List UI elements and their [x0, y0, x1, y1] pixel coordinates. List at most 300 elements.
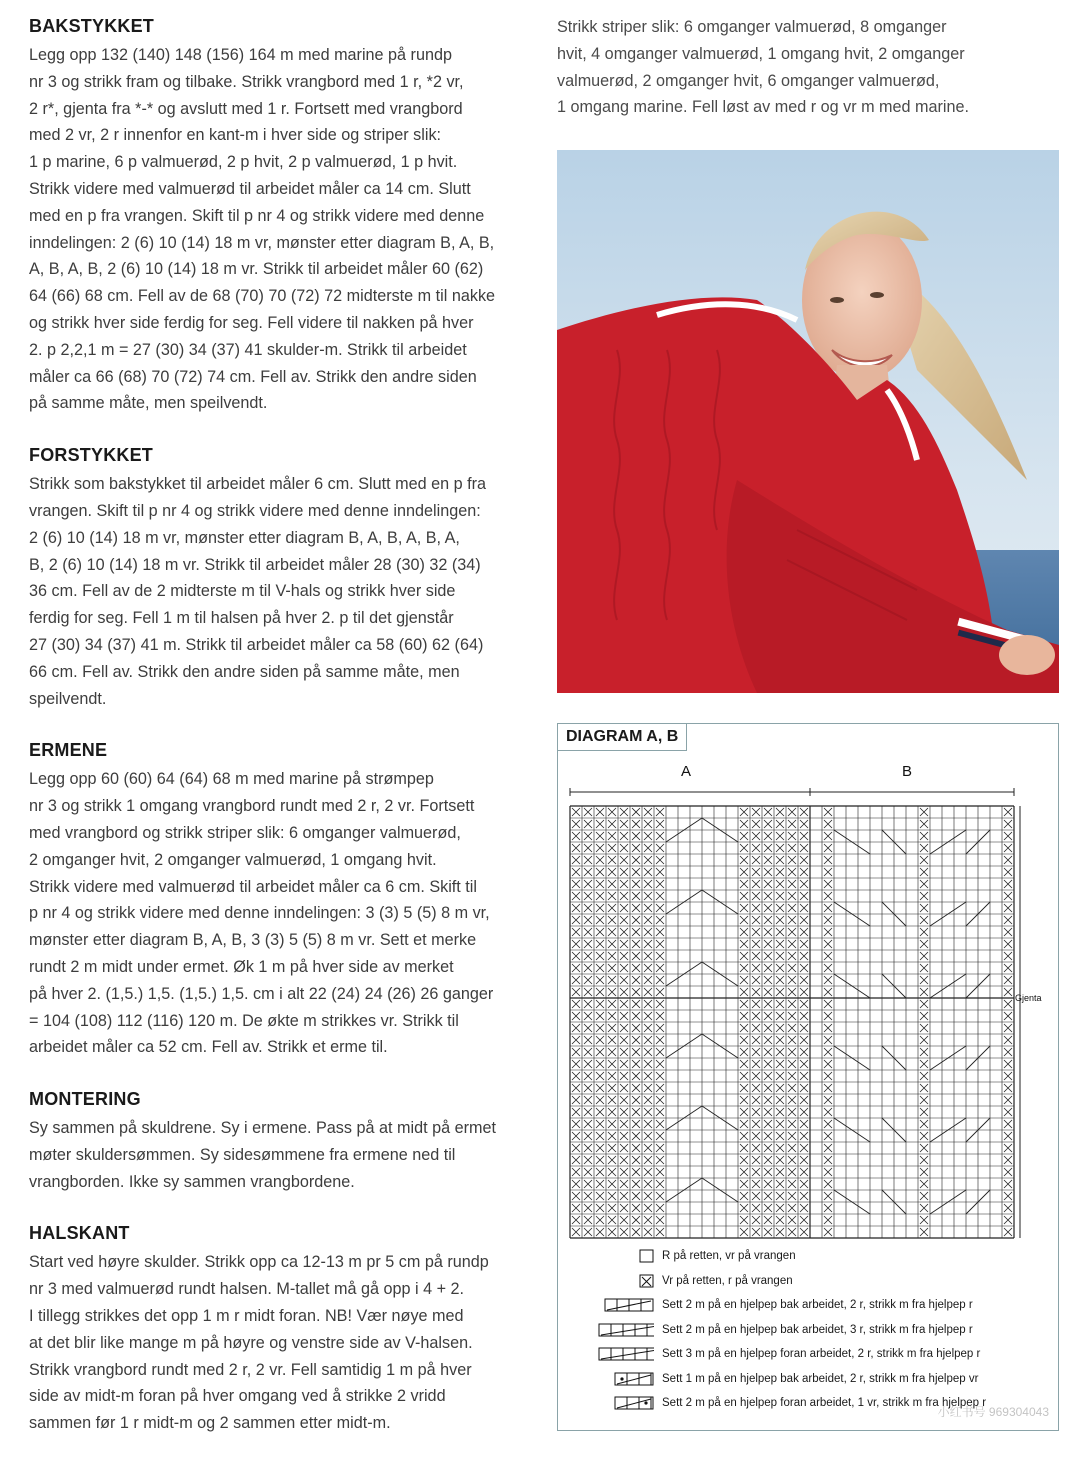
purl-cell [1004, 1180, 1012, 1188]
purl-cell [632, 1156, 640, 1164]
purl-cell [824, 916, 832, 924]
purl-cell [920, 868, 928, 876]
purl-cell [776, 940, 784, 948]
section-body [29, 42, 534, 417]
text-line: 2 omganger hvit, 2 omganger valmuerød, 1 omgang hvit. [29, 850, 437, 869]
purl-cell [824, 844, 832, 852]
purl-cell [764, 964, 772, 972]
purl-cell [572, 1012, 580, 1020]
purl-cell [656, 1132, 664, 1140]
purl-cell [788, 880, 796, 888]
purl-cell [608, 844, 616, 852]
chart-grid [570, 788, 1020, 1238]
purl-cell [656, 892, 664, 900]
purl-cell [788, 1024, 796, 1032]
purl-cell [776, 1204, 784, 1212]
purl-cell [764, 1132, 772, 1140]
purl-cell [800, 1048, 808, 1056]
purl-cell [920, 880, 928, 888]
purl-cell [596, 1096, 604, 1104]
purl-cell [920, 1048, 928, 1056]
model-photo [557, 150, 1059, 693]
purl-cell [824, 1144, 832, 1152]
purl-cell [632, 1000, 640, 1008]
purl-cell [788, 952, 796, 960]
text-line: vrangen. Skift til p nr 4 og strikk videre med denne inndelingen: [29, 501, 481, 520]
purl-cell [584, 880, 592, 888]
purl-cell [788, 1060, 796, 1068]
purl-cell [824, 928, 832, 936]
purl-cell [656, 1084, 664, 1092]
section-montering [29, 1087, 534, 1195]
purl-cell [824, 1084, 832, 1092]
purl-cell [656, 844, 664, 852]
purl-cell [632, 904, 640, 912]
purl-cell [596, 1192, 604, 1200]
purl-cell [800, 1000, 808, 1008]
purl-cell [608, 1084, 616, 1092]
purl-cell [776, 964, 784, 972]
purl-cell [800, 952, 808, 960]
purl-cell [620, 1192, 628, 1200]
purl-cell [776, 820, 784, 828]
purl-cell [656, 1096, 664, 1104]
purl-cell [584, 964, 592, 972]
purl-cell [644, 1168, 652, 1176]
purl-cell [620, 1132, 628, 1140]
purl-cell [656, 808, 664, 816]
text-line: hvit, 4 omganger valmuerød, 1 omgang hvit, 2 omganger [557, 44, 965, 63]
text-line: 2. p 2,2,1 m = 27 (30) 34 (37) 41 skulder-m. Strikk til arbeidet [29, 340, 467, 359]
purl-cell [644, 964, 652, 972]
purl-cell [584, 1204, 592, 1212]
text-line: på samme måte, men speilvendt. [29, 394, 268, 413]
purl-cell [584, 1168, 592, 1176]
purl-cell [800, 868, 808, 876]
purl-cell [572, 1228, 580, 1236]
purl-cell [608, 1120, 616, 1128]
purl-cell [644, 844, 652, 852]
purl-cell [920, 1012, 928, 1020]
legend-text: Sett 3 m på en hjelpep foran arbeidet, 2 r, strikk m fra hjelpep r [662, 1348, 981, 1361]
text-line: på hver 2. (1,5.) 1,5. (1,5.) 1,5. cm i alt 22 (24) 24 (26) 26 ganger [29, 984, 494, 1003]
purl-cell [644, 916, 652, 924]
purl-cell [656, 820, 664, 828]
purl-cell [572, 1096, 580, 1104]
legend-row [598, 1342, 1048, 1367]
purl-cell [800, 1024, 808, 1032]
purl-cell [824, 940, 832, 948]
purl-cell [752, 868, 760, 876]
purl-cell [656, 1228, 664, 1236]
purl-cell [572, 1168, 580, 1176]
purl-cell [596, 808, 604, 816]
purl-cell [596, 1000, 604, 1008]
purl-cell [1004, 904, 1012, 912]
purl-cell [644, 1060, 652, 1068]
purl-cell [656, 1168, 664, 1176]
purl-cell [608, 916, 616, 924]
purl-cell [752, 1024, 760, 1032]
purl-cell [620, 1096, 628, 1104]
purl-cell [644, 868, 652, 876]
text-line: valmuerød, 2 omganger hvit, 6 omganger valmuerød, [557, 71, 940, 90]
purl-cell [656, 952, 664, 960]
purl-cell [788, 1096, 796, 1104]
purl-cell [740, 1096, 748, 1104]
purl-cell [572, 1132, 580, 1140]
purl-cell [572, 1192, 580, 1200]
purl-cell [632, 1180, 640, 1188]
purl-cell [644, 1144, 652, 1152]
purl-cell [596, 952, 604, 960]
purl-cell [740, 964, 748, 972]
empty-square-icon [598, 1249, 662, 1263]
purl-cell [752, 1204, 760, 1212]
purl-cell [920, 856, 928, 864]
purl-cell [572, 940, 580, 948]
purl-cell [800, 892, 808, 900]
purl-cell [596, 1168, 604, 1176]
section-title: HALSKANT [29, 1223, 130, 1244]
purl-cell [800, 1156, 808, 1164]
purl-cell [644, 988, 652, 996]
purl-cell [776, 868, 784, 876]
purl-cell [632, 1204, 640, 1212]
purl-cell [596, 1072, 604, 1080]
purl-cell [584, 1036, 592, 1044]
section-title: BAKSTYKKET [29, 16, 155, 36]
diagram-title: DIAGRAM A, B [558, 724, 687, 751]
purl-cell [764, 868, 772, 876]
purl-cell [632, 952, 640, 960]
purl-cell [800, 1072, 808, 1080]
purl-cell [800, 1060, 808, 1068]
purl-cell [752, 952, 760, 960]
purl-cell [632, 880, 640, 888]
purl-cell [776, 1048, 784, 1056]
purl-cell [752, 1036, 760, 1044]
text-line: Strikk striper slik: 6 omganger valmuerød, 8 omganger [557, 18, 947, 36]
purl-cell [608, 832, 616, 840]
purl-cell [776, 1144, 784, 1152]
purl-cell [644, 1192, 652, 1200]
purl-cell [608, 1180, 616, 1188]
purl-cell [656, 1024, 664, 1032]
purl-cell [608, 808, 616, 816]
purl-cell [776, 1216, 784, 1224]
purl-cell [764, 1072, 772, 1080]
purl-cell [1004, 940, 1012, 948]
purl-cell [656, 1000, 664, 1008]
purl-cell [620, 880, 628, 888]
diagram-legend [598, 1244, 1048, 1416]
purl-cell [584, 1228, 592, 1236]
purl-cell [656, 1036, 664, 1044]
purl-cell [620, 1216, 628, 1224]
purl-cell [572, 1084, 580, 1092]
purl-cell [1004, 880, 1012, 888]
purl-cell [776, 1000, 784, 1008]
purl-cell [824, 1024, 832, 1032]
purl-cell [644, 952, 652, 960]
purl-cell [572, 1036, 580, 1044]
purl-cell [584, 1180, 592, 1188]
purl-cell [824, 880, 832, 888]
purl-cell [788, 1108, 796, 1116]
purl-cell [776, 904, 784, 912]
photo-illustration [557, 150, 1059, 693]
text-line: Sy sammen på skuldrene. Sy i ermene. Pass på at midt på ermet [29, 1119, 496, 1138]
purl-cell [1004, 988, 1012, 996]
purl-cell [740, 928, 748, 936]
purl-cell [632, 1036, 640, 1044]
purl-cell [644, 880, 652, 888]
purl-cell [740, 1132, 748, 1140]
purl-cell [620, 1048, 628, 1056]
purl-cell [584, 988, 592, 996]
purl-cell [740, 1024, 748, 1032]
purl-cell [608, 904, 616, 912]
purl-cell [656, 988, 664, 996]
purl-cell [740, 832, 748, 840]
purl-cell [764, 1108, 772, 1116]
purl-cell [572, 808, 580, 816]
purl-cell [776, 832, 784, 840]
purl-cell [644, 1180, 652, 1188]
purl-cell [620, 976, 628, 984]
purl-cell [644, 1012, 652, 1020]
purl-cell [584, 1048, 592, 1056]
purl-cell [1004, 1000, 1012, 1008]
purl-cell [752, 1156, 760, 1164]
purl-cell [764, 1120, 772, 1128]
purl-cell [920, 940, 928, 948]
purl-cell [572, 868, 580, 876]
section-body [29, 1115, 534, 1195]
purl-cell [920, 1000, 928, 1008]
purl-cell [788, 820, 796, 828]
purl-cell [608, 892, 616, 900]
purl-cell [620, 1072, 628, 1080]
purl-cell [656, 1156, 664, 1164]
purl-cell [800, 964, 808, 972]
purl-cell [788, 808, 796, 816]
purl-cell [608, 1024, 616, 1032]
purl-cell [584, 1000, 592, 1008]
purl-cell [752, 856, 760, 864]
purl-cell [1004, 976, 1012, 984]
purl-cell [800, 880, 808, 888]
text-line: p nr 4 og strikk videre med denne inndelingen: 3 (3) 5 (5) 8 m vr, [29, 904, 490, 923]
purl-cell [632, 940, 640, 948]
text-line: nr 3 og strikk fram og tilbake. Strikk vrangbord med 1 r, *2 vr, [29, 72, 464, 91]
purl-cell [800, 904, 808, 912]
purl-cell [1004, 844, 1012, 852]
purl-cell [920, 952, 928, 960]
purl-cell [620, 1084, 628, 1092]
text-line: 2 r*, gjenta fra *-* og avslutt med 1 r. Fortsett med vrangbord [29, 99, 463, 118]
purl-cell [740, 1060, 748, 1068]
purl-cell [788, 1168, 796, 1176]
purl-cell [632, 976, 640, 984]
purl-cell [788, 976, 796, 984]
purl-cell [740, 808, 748, 816]
purl-cell [620, 1228, 628, 1236]
purl-cell [620, 820, 628, 828]
purl-cell [800, 1132, 808, 1140]
purl-cell [824, 868, 832, 876]
purl-cell [764, 1048, 772, 1056]
purl-cell [644, 1000, 652, 1008]
purl-cell [1004, 1168, 1012, 1176]
text-line: Legg opp 132 (140) 148 (156) 164 m med marine på rundp [29, 46, 452, 64]
purl-cell [596, 1228, 604, 1236]
purl-cell [584, 1108, 592, 1116]
purl-cell [776, 916, 784, 924]
purl-cell [752, 1060, 760, 1068]
purl-cell [572, 988, 580, 996]
purl-cell [632, 1168, 640, 1176]
purl-cell [584, 976, 592, 984]
purl-cell [620, 808, 628, 816]
purl-cell [632, 1072, 640, 1080]
purl-cell [632, 1084, 640, 1092]
purl-cell [572, 976, 580, 984]
purl-cell [788, 1084, 796, 1092]
purl-cell [788, 904, 796, 912]
purl-cell [1004, 1084, 1012, 1092]
purl-cell [632, 1228, 640, 1236]
purl-cell [764, 1168, 772, 1176]
purl-cell [776, 1012, 784, 1020]
purl-cell [788, 928, 796, 936]
purl-cell [788, 1012, 796, 1020]
purl-cell [800, 1192, 808, 1200]
text-line: vrangborden. Ikke sy sammen vrangbordene. [29, 1172, 355, 1191]
purl-cell [632, 808, 640, 816]
purl-cell [920, 1204, 928, 1212]
purl-cell [1004, 832, 1012, 840]
purl-cell [608, 1096, 616, 1104]
purl-cell [656, 1108, 664, 1116]
purl-cell [596, 1180, 604, 1188]
purl-cell [800, 916, 808, 924]
purl-cell [644, 1156, 652, 1164]
purl-cell [596, 940, 604, 948]
purl-cell [620, 856, 628, 864]
purl-cell [584, 844, 592, 852]
purl-cell [824, 1192, 832, 1200]
purl-cell [620, 988, 628, 996]
purl-cell [920, 1216, 928, 1224]
purl-cell [824, 1216, 832, 1224]
purl-cell [920, 1036, 928, 1044]
purl-cell [584, 928, 592, 936]
purl-cell [608, 928, 616, 936]
purl-cell [920, 1120, 928, 1128]
legend-text: Sett 2 m på en hjelpep foran arbeidet, 1 vr, strikk m fra hjelpep r [662, 1397, 987, 1410]
purl-cell [764, 1000, 772, 1008]
purl-cell [656, 1180, 664, 1188]
purl-cell [608, 940, 616, 948]
purl-cell [584, 1192, 592, 1200]
purl-cell [608, 1000, 616, 1008]
purl-cell [608, 964, 616, 972]
purl-cell [644, 892, 652, 900]
purl-cell [644, 904, 652, 912]
purl-cell [800, 1144, 808, 1152]
text-line: Strikk vrangbord rundt med 2 r, 2 vr. Fell samtidig 1 m på hver [29, 1360, 472, 1379]
purl-cell [572, 1048, 580, 1056]
purl-cell [596, 1156, 604, 1164]
purl-cell [644, 1132, 652, 1140]
purl-cell [620, 964, 628, 972]
purl-cell [1004, 1108, 1012, 1116]
purl-cell [920, 1096, 928, 1104]
purl-cell [788, 1228, 796, 1236]
text-line: 1 p marine, 6 p valmuerød, 2 p hvit, 2 p valmuerød, 1 p hvit. [29, 153, 458, 172]
purl-cell [644, 1024, 652, 1032]
purl-cell [656, 928, 664, 936]
purl-cell [1004, 856, 1012, 864]
text-line: og strikk hver side ferdig for seg. Fell videre til nakken på hver [29, 313, 474, 332]
purl-cell [1004, 1216, 1012, 1224]
purl-cell [740, 1000, 748, 1008]
purl-cell [596, 1012, 604, 1020]
purl-cell [920, 1084, 928, 1092]
purl-cell [764, 952, 772, 960]
purl-cell [608, 1012, 616, 1020]
purl-cell [608, 1144, 616, 1152]
purl-cell [800, 1180, 808, 1188]
purl-cell [764, 856, 772, 864]
section-title: FORSTYKKET [29, 445, 154, 466]
stripes-body [557, 14, 1059, 121]
purl-cell [572, 856, 580, 864]
legend-row [598, 1244, 1048, 1269]
purl-cell [824, 1228, 832, 1236]
purl-cell [776, 856, 784, 864]
purl-cell [644, 1204, 652, 1212]
purl-cell [644, 928, 652, 936]
purl-cell [656, 1192, 664, 1200]
purl-cell [776, 1132, 784, 1140]
purl-cell [596, 988, 604, 996]
purl-cell [596, 928, 604, 936]
purl-cell [764, 940, 772, 948]
purl-cell [800, 1168, 808, 1176]
text-line: Legg opp 60 (60) 64 (64) 68 m med marine på strømpep [29, 770, 434, 789]
purl-cell [920, 1024, 928, 1032]
purl-cell [656, 964, 664, 972]
purl-cell [824, 1132, 832, 1140]
purl-cell [620, 952, 628, 960]
purl-cell [572, 1204, 580, 1212]
purl-cell [920, 1228, 928, 1236]
purl-cell [824, 1180, 832, 1188]
purl-cell [596, 1120, 604, 1128]
purl-cell [920, 988, 928, 996]
purl-cell [800, 832, 808, 840]
purl-cell [608, 1192, 616, 1200]
purl-cell [644, 808, 652, 816]
purl-cell [920, 892, 928, 900]
purl-cell [644, 1108, 652, 1116]
purl-cell [776, 1072, 784, 1080]
purl-cell [740, 1108, 748, 1116]
purl-cell [824, 1036, 832, 1044]
